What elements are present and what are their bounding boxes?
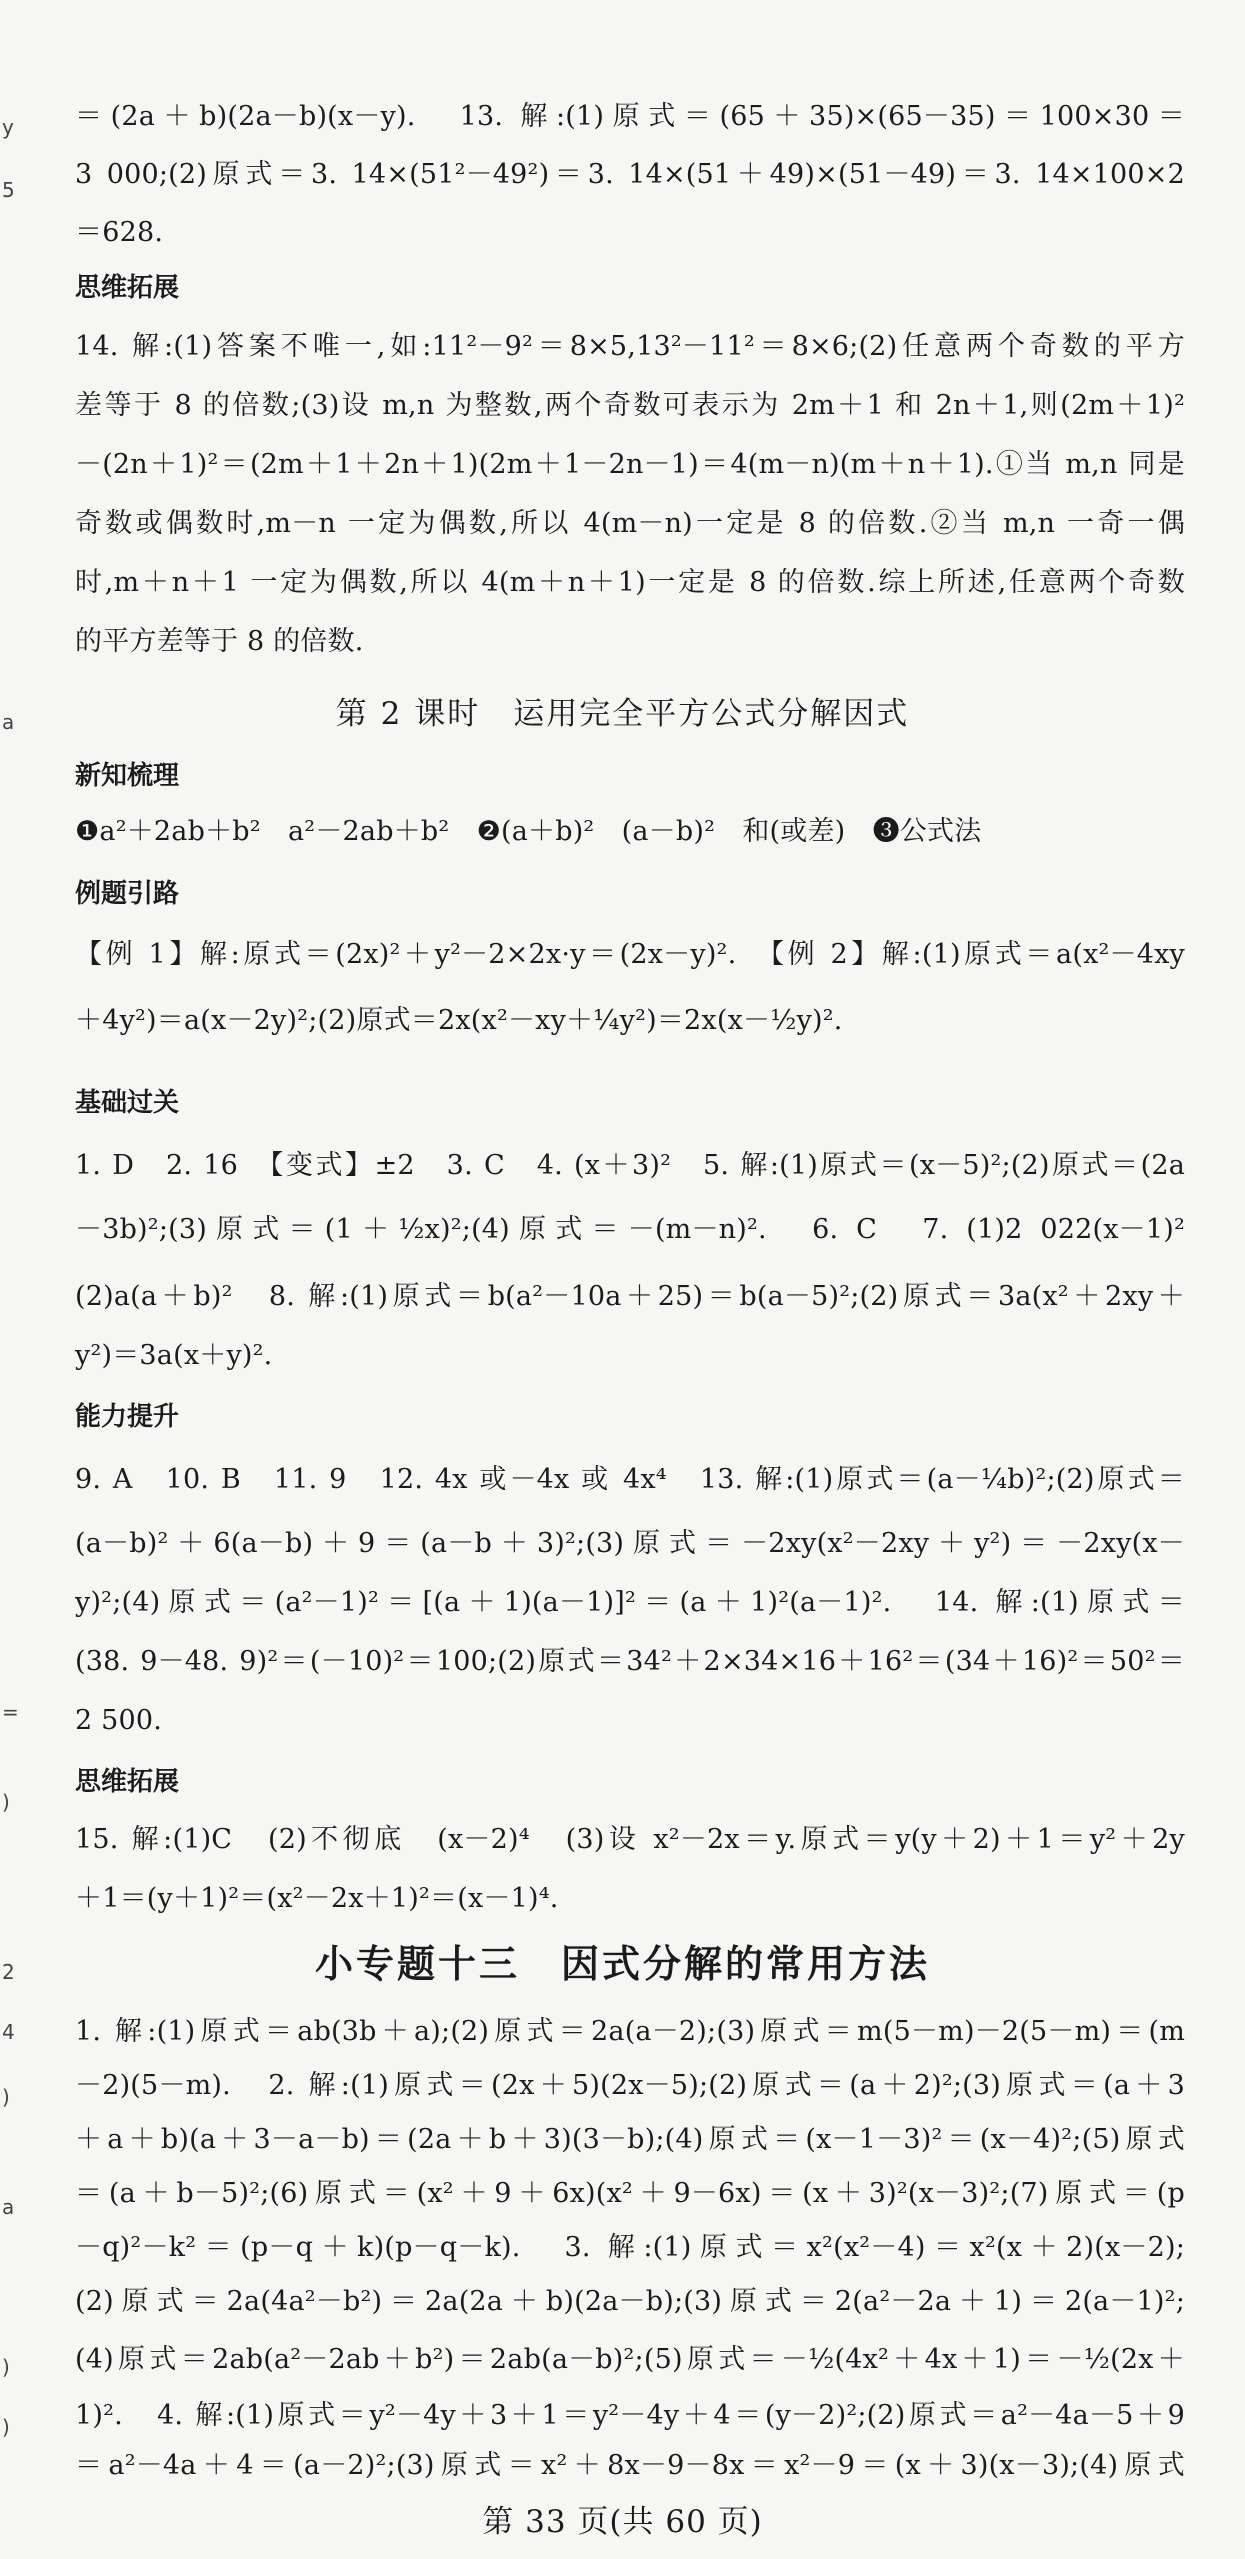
answer-line: (4)原式＝2ab(a²－2ab＋b²)＝2ab(a－b)²;(5)原式＝－½(4x²＋4x＋1)＝－½(2x＋ xyxy=(75,2344,1185,2375)
answer-line: 1)². 4. 解:(1)原式＝y²－4y＋3＋1＝y²－4y＋4＝(y－2)²;(2)原式＝a²－4a－5＋9 xyxy=(75,2400,1185,2431)
section-heading: 例题引路 xyxy=(75,879,180,909)
margin-mark: ) xyxy=(2,2415,10,2439)
topic-title: 小专题十三 因式分解的常用方法 xyxy=(314,1941,930,1986)
answer-line: y)²;(4)原式＝(a²－1)²＝[(a＋1)(a－1)]²＝(a＋1)²(a－1)². 14. 解:(1)原式＝ xyxy=(75,1587,1185,1618)
margin-mark: 5 xyxy=(2,178,15,202)
section-heading: 基础过关 xyxy=(75,1088,180,1118)
answer-line: ＋1＝(y＋1)²＝(x²－2x＋1)²＝(x－1)⁴. xyxy=(75,1883,559,1914)
margin-mark: 2 xyxy=(2,1960,15,1984)
answer-line: ＝a²－4a＋4＝(a－2)²;(3)原式＝x²＋8x－9－8x＝x²－9＝(x＋3)(x－3);(4)原式 xyxy=(75,2450,1185,2481)
answer-line: －3b)²;(3)原式＝(1＋½x)²;(4)原式＝－(m－n)². 6. C 7. (1)2 022(x－1)² xyxy=(75,1214,1185,1245)
section-heading: 新知梳理 xyxy=(75,761,180,791)
answer-line: 2 500. xyxy=(75,1705,163,1736)
margin-mark: y xyxy=(2,115,14,139)
page-footer: 第 33 页(共 60 页) xyxy=(482,2504,763,2540)
answer-line: (2)原式＝2a(4a²－b²)＝2a(2a＋b)(2a－b);(3)原式＝2(a²－2a＋1)＝2(a－1)²; xyxy=(75,2286,1185,2317)
section-heading: 思维拓展 xyxy=(75,1767,180,1797)
answer-line: －q)²－k²＝(p－q＋k)(p－q－k). 3. 解:(1)原式＝x²(x²－4)＝x²(x＋2)(x－2); xyxy=(75,2232,1185,2263)
margin-mark: = xyxy=(2,1700,19,1724)
margin-mark: a xyxy=(2,710,15,734)
answer-line: ＝(2a＋b)(2a－b)(x－y). 13. 解:(1)原式＝(65＋35)×(65－35)＝100×30＝ xyxy=(75,101,1185,132)
margin-mark: ) xyxy=(2,2355,10,2379)
answer-line: －(2n＋1)²＝(2m＋1＋2n＋1)(2m＋1－2n－1)＝4(m－n)(m＋n＋1).①当 m,n 同是 xyxy=(75,449,1185,480)
section-heading: 思维拓展 xyxy=(75,273,180,303)
answer-line: ❶a²＋2ab＋b² a²－2ab＋b² ❷(a＋b)² (a－b)² 和(或差) ❸公式法 xyxy=(75,816,982,847)
answer-line: 奇数或偶数时,m－n 一定为偶数,所以 4(m－n)一定是 8 的倍数.②当 m,n 一奇一偶 xyxy=(75,508,1185,539)
answer-line: 14. 解:(1)答案不唯一,如:11²－9²＝8×5,13²－11²＝8×6;(2)任意两个奇数的平方 xyxy=(75,331,1185,362)
margin-mark: ) xyxy=(2,2085,10,2109)
answer-line: y²)＝3a(x＋y)². xyxy=(75,1340,273,1371)
margin-mark: a xyxy=(2,2195,15,2219)
answer-line: ＝(a＋b－5)²;(6)原式＝(x²＋9＋6x)(x²＋9－6x)＝(x＋3)²(x－3)²;(7)原式＝(p xyxy=(75,2178,1185,2209)
answer-line: 9. A 10. B 11. 9 12. 4x 或－4x 或 4x⁴ 13. 解:(1)原式＝(a－¼b)²;(2)原式＝ xyxy=(75,1464,1185,1495)
section-heading: 能力提升 xyxy=(75,1402,180,1432)
answer-line: (38. 9－48. 9)²＝(－10)²＝100;(2)原式＝34²＋2×34×16＋16²＝(34＋16)²＝50²＝ xyxy=(75,1646,1185,1677)
answer-line: 1. D 2. 16 【变式】±2 3. C 4. (x＋3)² 5. 解:(1)原式＝(x－5)²;(2)原式＝(2a xyxy=(75,1150,1185,1181)
lesson-title: 第 2 课时 运用完全平方公式分解因式 xyxy=(335,696,910,732)
answer-line: ＋a＋b)(a＋3－a－b)＝(2a＋b＋3)(3－b);(4)原式＝(x－1－3)²＝(x－4)²;(5)原式 xyxy=(75,2124,1185,2155)
answer-line: －2)(5－m). 2. 解:(1)原式＝(2x＋5)(2x－5);(2)原式＝(a＋2)²;(3)原式＝(a＋3 xyxy=(75,2070,1185,2101)
answer-line: ＋4y²)＝a(x－2y)²;(2)原式＝2x(x²－xy＋¼y²)＝2x(x－½y)². xyxy=(75,1005,843,1036)
answer-line: 的平方差等于 8 的倍数. xyxy=(75,626,364,657)
answer-line: 15. 解:(1)C (2)不彻底 (x－2)⁴ (3)设 x²－2x＝y.原式＝y(y＋2)＋1＝y²＋2y xyxy=(75,1824,1185,1855)
answer-line: 3 000;(2)原式＝3. 14×(51²－49²)＝3. 14×(51＋49)×(51－49)＝3. 14×100×2 xyxy=(75,159,1185,190)
answer-line: ＝628. xyxy=(75,217,164,248)
margin-mark: 4 xyxy=(2,2020,15,2044)
answer-line: (2)a(a＋b)² 8. 解:(1)原式＝b(a²－10a＋25)＝b(a－5)²;(2)原式＝3a(x²＋2xy＋ xyxy=(75,1281,1185,1312)
answer-line: (a－b)²＋6(a－b)＋9＝(a－b＋3)²;(3)原式＝－2xy(x²－2xy＋y²)＝－2xy(x－ xyxy=(75,1528,1185,1559)
answer-line: 时,m＋n＋1 一定为偶数,所以 4(m＋n＋1)一定是 8 的倍数.综上所述,任意两个奇数 xyxy=(75,567,1185,598)
answer-line: 1. 解:(1)原式＝ab(3b＋a);(2)原式＝2a(a－2);(3)原式＝m(5－m)－2(5－m)＝(m xyxy=(75,2016,1185,2047)
answer-line: 差等于 8 的倍数;(3)设 m,n 为整数,两个奇数可表示为 2m＋1 和 2n＋1,则(2m＋1)² xyxy=(75,390,1185,421)
margin-mark: ) xyxy=(2,1790,10,1814)
answer-line: 【例 1】解:原式＝(2x)²＋y²－2×2x·y＝(2x－y)². 【例 2】解:(1)原式＝a(x²－4xy xyxy=(75,939,1185,970)
